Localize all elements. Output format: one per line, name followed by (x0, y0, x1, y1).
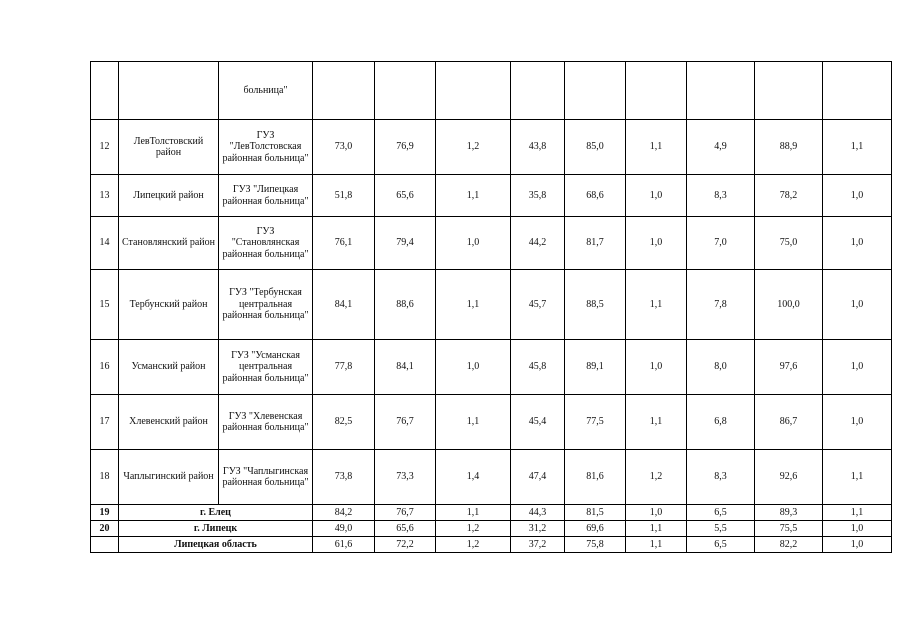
row-number (91, 537, 119, 553)
value-cell: 1,1 (626, 395, 687, 450)
value-cell: 1,0 (823, 521, 892, 537)
total-row (91, 521, 892, 537)
value-cell: 88,6 (375, 270, 436, 340)
row-number: 20 (91, 521, 119, 537)
value-cell: 1,2 (436, 120, 511, 175)
value-cell: 84,1 (313, 270, 375, 340)
value-cell: 72,2 (375, 537, 436, 553)
value-cell: 1,0 (823, 340, 892, 395)
hospital-name: ГУЗ "Чаплыгинская районная больница" (219, 450, 313, 505)
value-cell: 92,6 (755, 450, 823, 505)
value-cell: 1,0 (823, 395, 892, 450)
value-cell (626, 62, 687, 120)
value-cell: 44,3 (511, 505, 565, 521)
value-cell: 1,0 (626, 340, 687, 395)
value-cell: 45,7 (511, 270, 565, 340)
value-cell: 75,5 (755, 521, 823, 537)
value-cell: 1,0 (626, 217, 687, 270)
table-row (91, 120, 892, 175)
district-name: Липецкий район (119, 175, 219, 217)
value-cell: 81,6 (565, 450, 626, 505)
table-row (91, 395, 892, 450)
value-cell: 100,0 (755, 270, 823, 340)
district-name: Тербунский район (119, 270, 219, 340)
value-cell: 1,1 (823, 505, 892, 521)
value-cell: 81,7 (565, 217, 626, 270)
value-cell: 1,0 (823, 537, 892, 553)
row-number (91, 62, 119, 120)
value-cell (755, 62, 823, 120)
table-row (91, 62, 892, 120)
value-cell: 35,8 (511, 175, 565, 217)
value-cell: 78,2 (755, 175, 823, 217)
value-cell: 85,0 (565, 120, 626, 175)
value-cell: 1,1 (626, 270, 687, 340)
value-cell: 76,7 (375, 395, 436, 450)
value-cell: 75,0 (755, 217, 823, 270)
value-cell: 1,0 (436, 217, 511, 270)
value-cell: 73,3 (375, 450, 436, 505)
table-row (91, 217, 892, 270)
value-cell: 1,1 (436, 395, 511, 450)
value-cell (687, 62, 755, 120)
value-cell: 1,4 (436, 450, 511, 505)
value-cell (375, 62, 436, 120)
value-cell: 49,0 (313, 521, 375, 537)
value-cell: 37,2 (511, 537, 565, 553)
value-cell: 65,6 (375, 175, 436, 217)
value-cell: 76,7 (375, 505, 436, 521)
table-row (91, 340, 892, 395)
value-cell: 1,1 (626, 521, 687, 537)
value-cell: 47,4 (511, 450, 565, 505)
value-cell: 6,5 (687, 537, 755, 553)
value-cell: 79,4 (375, 217, 436, 270)
value-cell: 1,1 (626, 537, 687, 553)
value-cell: 73,8 (313, 450, 375, 505)
value-cell: 45,4 (511, 395, 565, 450)
row-number: 15 (91, 270, 119, 340)
value-cell: 77,8 (313, 340, 375, 395)
hospital-name: ГУЗ "ЛевТолстовская районная больница" (219, 120, 313, 175)
value-cell: 7,0 (687, 217, 755, 270)
value-cell: 1,0 (626, 175, 687, 217)
value-cell: 88,5 (565, 270, 626, 340)
value-cell: 97,6 (755, 340, 823, 395)
table-row (91, 175, 892, 217)
value-cell: 89,1 (565, 340, 626, 395)
value-cell: 84,1 (375, 340, 436, 395)
hospital-name: ГУЗ "Становлянская районная больница" (219, 217, 313, 270)
total-name: г. Липецк (119, 521, 313, 537)
district-name: Чаплыгинский район (119, 450, 219, 505)
value-cell: 73,0 (313, 120, 375, 175)
value-cell: 5,5 (687, 521, 755, 537)
hospital-name: ГУЗ "Липецкая районная больница" (219, 175, 313, 217)
value-cell: 8,3 (687, 450, 755, 505)
value-cell (436, 62, 511, 120)
value-cell: 1,1 (436, 505, 511, 521)
total-row (91, 505, 892, 521)
value-cell: 1,1 (823, 450, 892, 505)
table-row (91, 450, 892, 505)
row-number: 16 (91, 340, 119, 395)
total-row (91, 537, 892, 553)
district-name (119, 62, 219, 120)
value-cell: 82,5 (313, 395, 375, 450)
value-cell: 1,1 (436, 270, 511, 340)
value-cell: 86,7 (755, 395, 823, 450)
value-cell (565, 62, 626, 120)
value-cell: 43,8 (511, 120, 565, 175)
value-cell: 1,1 (436, 175, 511, 217)
value-cell: 65,6 (375, 521, 436, 537)
row-number: 19 (91, 505, 119, 521)
value-cell: 69,6 (565, 521, 626, 537)
value-cell: 88,9 (755, 120, 823, 175)
district-name: Усманский район (119, 340, 219, 395)
hospital-statistics-table (90, 61, 892, 553)
value-cell: 1,2 (436, 537, 511, 553)
value-cell: 68,6 (565, 175, 626, 217)
value-cell: 8,3 (687, 175, 755, 217)
district-name: Хлевенский район (119, 395, 219, 450)
value-cell: 1,0 (626, 505, 687, 521)
value-cell (823, 62, 892, 120)
hospital-name: больница" (219, 62, 313, 120)
district-name: ЛевТолстовский район (119, 120, 219, 175)
district-name: Становлянский район (119, 217, 219, 270)
value-cell: 77,5 (565, 395, 626, 450)
value-cell: 44,2 (511, 217, 565, 270)
value-cell: 31,2 (511, 521, 565, 537)
total-name: г. Елец (119, 505, 313, 521)
value-cell: 75,8 (565, 537, 626, 553)
value-cell: 8,0 (687, 340, 755, 395)
value-cell: 1,0 (436, 340, 511, 395)
value-cell: 76,9 (375, 120, 436, 175)
value-cell: 51,8 (313, 175, 375, 217)
hospital-name: ГУЗ "Усманская центральная районная больница" (219, 340, 313, 395)
value-cell: 1,2 (626, 450, 687, 505)
value-cell: 45,8 (511, 340, 565, 395)
value-cell: 76,1 (313, 217, 375, 270)
value-cell: 1,0 (823, 270, 892, 340)
value-cell: 84,2 (313, 505, 375, 521)
value-cell: 1,1 (626, 120, 687, 175)
value-cell: 1,2 (436, 521, 511, 537)
total-name: Липецкая область (119, 537, 313, 553)
value-cell: 1,1 (823, 120, 892, 175)
value-cell: 4,9 (687, 120, 755, 175)
value-cell: 6,5 (687, 505, 755, 521)
value-cell (313, 62, 375, 120)
row-number: 14 (91, 217, 119, 270)
value-cell: 81,5 (565, 505, 626, 521)
row-number: 17 (91, 395, 119, 450)
row-number: 12 (91, 120, 119, 175)
hospital-name: ГУЗ "Тербунская центральная районная больница" (219, 270, 313, 340)
row-number: 18 (91, 450, 119, 505)
value-cell: 7,8 (687, 270, 755, 340)
value-cell: 82,2 (755, 537, 823, 553)
value-cell: 6,8 (687, 395, 755, 450)
row-number: 13 (91, 175, 119, 217)
value-cell: 1,0 (823, 175, 892, 217)
value-cell: 1,0 (823, 217, 892, 270)
value-cell (511, 62, 565, 120)
value-cell: 61,6 (313, 537, 375, 553)
hospital-name: ГУЗ "Хлевенская районная больница" (219, 395, 313, 450)
value-cell: 89,3 (755, 505, 823, 521)
table-row (91, 270, 892, 340)
